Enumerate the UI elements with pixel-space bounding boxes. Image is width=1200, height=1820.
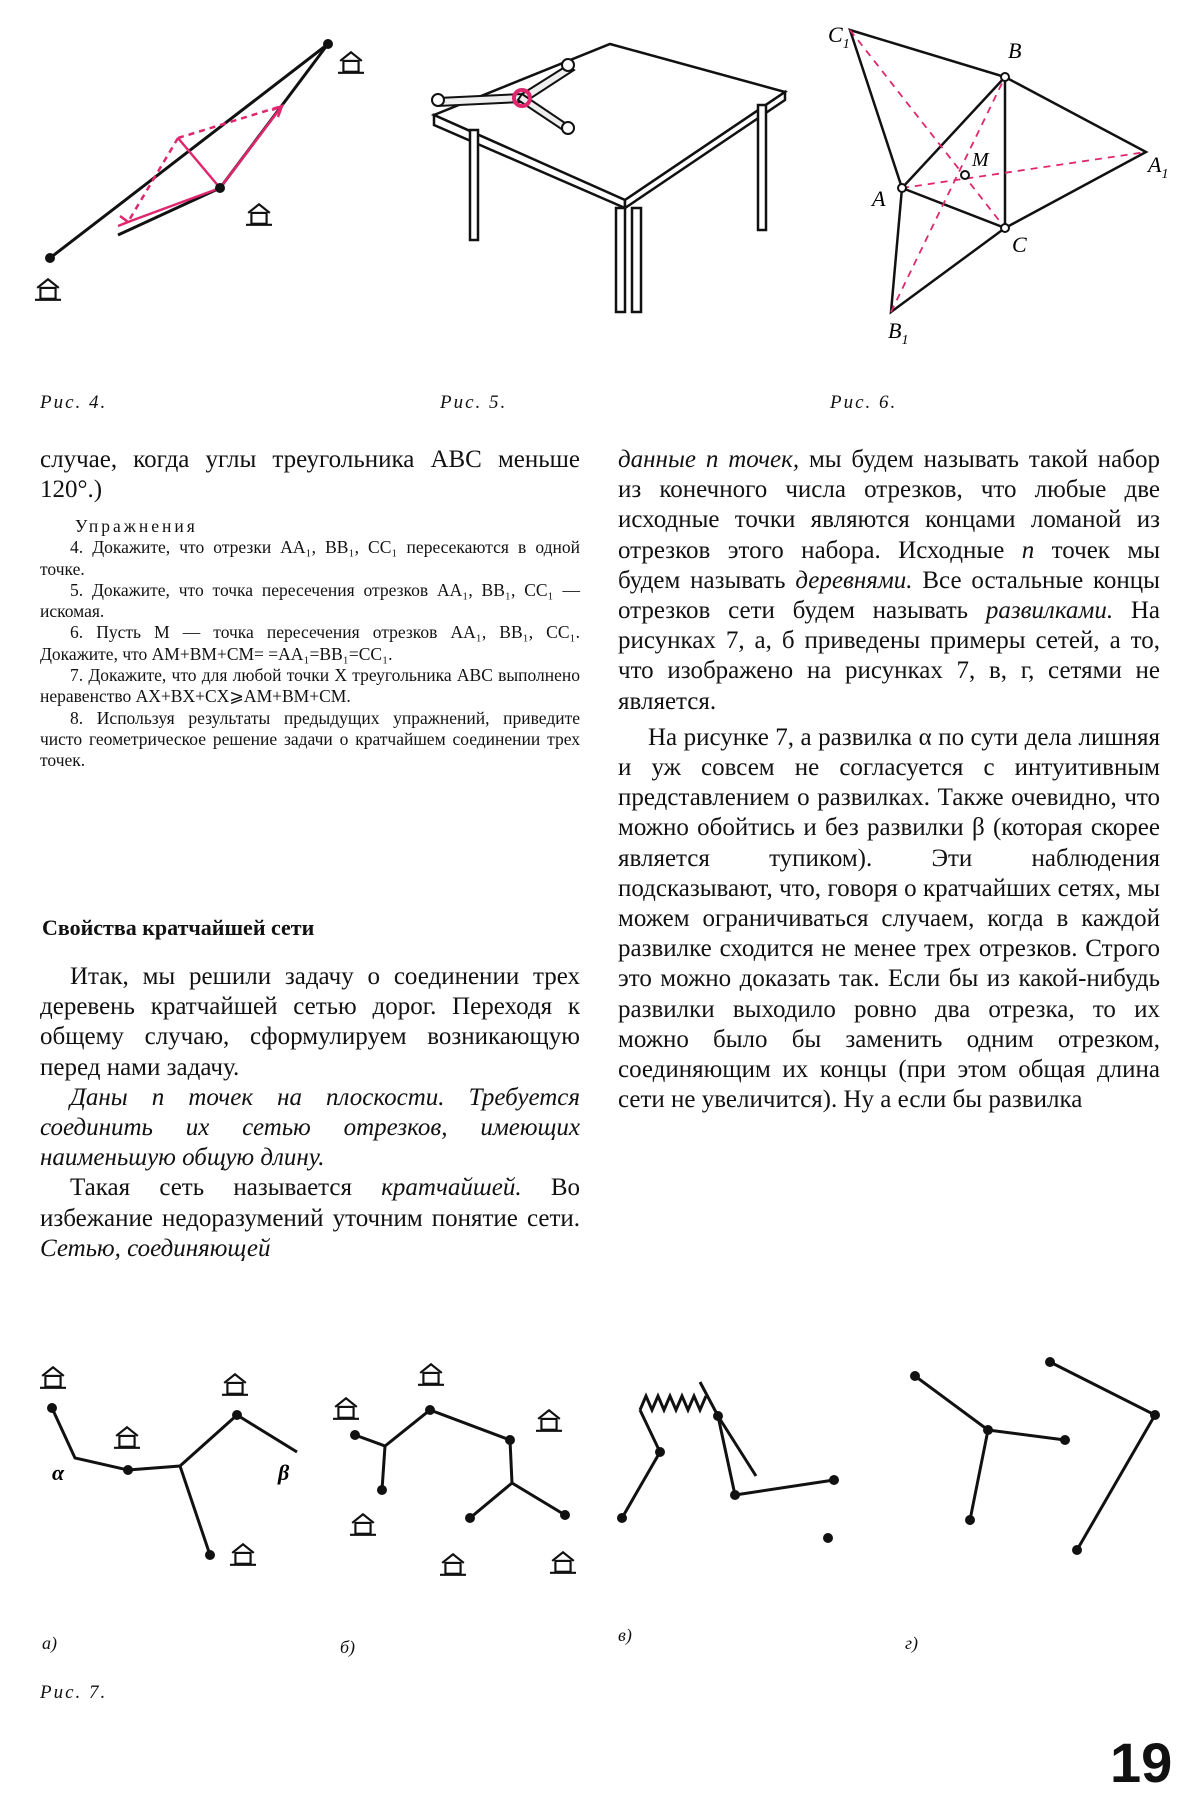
label-m: M xyxy=(972,149,989,171)
fig4-village-top xyxy=(323,39,333,49)
section-heading: Свойства кратчайшей сети xyxy=(42,915,315,940)
right-column xyxy=(618,445,1160,1115)
label-b: B xyxy=(1008,38,1022,63)
fig5-table xyxy=(434,44,785,312)
left-column-body xyxy=(40,962,580,1264)
fig7g-dots xyxy=(910,1357,1160,1555)
fig6-point-m xyxy=(961,171,969,179)
fig7g-network xyxy=(915,1362,1155,1550)
label-alpha: α xyxy=(52,1460,65,1485)
house-icon xyxy=(222,1374,248,1395)
label-a1: $A_1$ xyxy=(1148,152,1169,182)
fig7-sub-g: г) xyxy=(905,1633,919,1653)
label-b1: $B_1$ xyxy=(888,318,909,348)
paragraph-r1: данные n точек, мы будем называть такой набор из конечного числа отрезков, что любые две исходные точки являются концами ломаной из отрезков этого набора. Исходные n точек мы будем называть деревнями. Все остальные концы отрезков сети будем называть развилками. На рисунках 7, а, б приведены примеры сетей, а то, что изображено на рисунках 7, в, г, сетями не является. xyxy=(618,446,1161,715)
house-icon xyxy=(350,1514,376,1535)
fig6-vertex-b xyxy=(1001,73,1009,81)
label-beta: β xyxy=(278,1460,290,1485)
exercise-4: 4. Докажите, что отрезки AA₁, BB₁, CC₁ пересекаются в одной точке. xyxy=(40,537,580,579)
figure-6 xyxy=(800,20,1180,348)
fig7-sub-b: б) xyxy=(340,1637,356,1657)
fig4-village-bottom xyxy=(45,253,55,263)
exercise-5: 5. Докажите, что точка пересечения отрезков AA₁, BB₁, CC₁ — искомая. xyxy=(40,579,580,622)
label-c: C xyxy=(1012,232,1027,257)
house-icon xyxy=(114,1427,140,1448)
fig4-point-mid xyxy=(215,183,225,193)
fig7v-network xyxy=(622,1382,834,1518)
paragraph-continuation: случае, когда углы треугольника ABC меньше 120°.) xyxy=(40,446,580,504)
figure-7 xyxy=(0,1320,1200,1620)
fig7a-network xyxy=(52,1408,297,1555)
label-a: A xyxy=(872,186,886,211)
label-c1: $C_1$ xyxy=(828,22,850,52)
figure-5 xyxy=(420,20,800,340)
caption-fig5: Рис. 5. xyxy=(440,392,508,413)
exercises-title: Упражнения xyxy=(75,516,198,536)
house-icon xyxy=(35,279,61,300)
exercise-6: 6. Пусть M — точка пересечения отрезков AA₁, BB₁, CC₁. Докажите, что AM+BM+CM= =AA₁=BB₁=CC₁. xyxy=(40,622,580,664)
fig6-vertex-c xyxy=(1001,224,1009,232)
caption-fig6: Рис. 6. xyxy=(830,392,898,413)
house-icon xyxy=(536,1410,562,1431)
fig6-triangles xyxy=(850,30,1146,312)
house-icon xyxy=(338,52,364,73)
house-icon xyxy=(230,1544,256,1565)
fig7a-dots xyxy=(47,1403,242,1560)
house-icon xyxy=(418,1364,444,1385)
caption-fig7: Рис. 7. xyxy=(40,1682,108,1703)
paragraph-2: Даны n точек на плоскости. Требуется соединить их сетью отрезков, имеющих наименьшую общую длину. xyxy=(40,1083,580,1172)
house-icon xyxy=(246,204,272,225)
left-column-top xyxy=(40,445,580,505)
fig6-vertex-a xyxy=(898,184,906,192)
fig7-sub-a: а) xyxy=(42,1633,57,1653)
caption-fig4: Рис. 4. xyxy=(40,392,108,413)
house-icon xyxy=(440,1554,466,1575)
exercises xyxy=(40,516,580,772)
paragraph-r2: На рисунке 7, а развилка α по сути дела лишняя и уж совсем не согласуется с интуитивным представлением о развилках. Также очевидно, что можно обойтись и без развилки β (которая скорее является тупиком). Эти наблюдения подсказывают, что, говоря о кратчайших сетях, мы можем ограничиваться случаем, когда в каждой развилке сходится не менее трех отрезков. Строго это можно доказать так. Если бы из какой-нибудь развилки выходило ровно два отрезка, то их можно было бы заменить одним отрезком, соединяющим их концы (при этом общая длина сети не увеличится). Ну а если бы развилка xyxy=(618,723,1160,1114)
house-icon xyxy=(550,1552,576,1573)
page-number: 19 xyxy=(1110,1731,1173,1794)
fig4-construction xyxy=(118,106,282,226)
house-icon xyxy=(40,1367,66,1388)
paragraph-1: Итак, мы решили задачу о соединении трех деревень кратчайшей сетью дорог. Переходя к общему случаю, сформулируем возникающую перед нами задачу. xyxy=(40,963,580,1081)
figure-4 xyxy=(20,20,380,320)
fig7-sub-v: в) xyxy=(618,1625,632,1645)
fig7b-network xyxy=(355,1410,565,1518)
house-icon xyxy=(333,1398,359,1419)
paragraph-3: Такая сеть называется кратчайшей. Во избежание недоразумений уточним понятие сети. Сетью, соединяющей xyxy=(40,1174,580,1262)
exercise-8: 8. Используя результаты предыдущих упражнений, приведите чисто геометрическое решение задачи о кратчайшем соединении трех точек. xyxy=(40,707,580,771)
exercise-7: 7. Докажите, что для любой точки X треугольника ABC выполнено неравенство AX+BX+CX⩾AM+BM+CM. xyxy=(40,665,580,707)
